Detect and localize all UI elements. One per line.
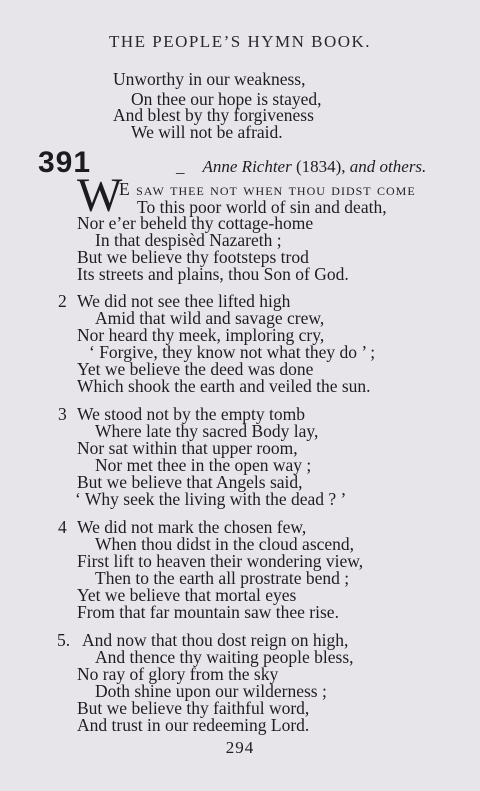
author-rest: and others. (349, 157, 427, 176)
verse-line: Then to the earth all prostrate bend ; (95, 568, 350, 588)
hymn-attribution (176, 157, 426, 177)
verse-line: We stood not by the empty tomb (77, 404, 306, 424)
verse-line: But we believe that Angels said, (77, 472, 303, 492)
author-name: Anne Richter (202, 157, 292, 176)
previous-hymn-line: On thee our hope is stayed, (131, 89, 322, 109)
verse-number: 3 (58, 404, 67, 424)
verse-line: And thence thy waiting people bless, (95, 647, 354, 667)
verse-line: And now that thou dost reign on high, (82, 630, 349, 650)
verse-line: E saw thee not when thou didst come (119, 179, 416, 199)
verse-line: First lift to heaven their wondering view, (77, 551, 364, 571)
verse-line: No ray of glory from the sky (77, 664, 279, 684)
verse-line: Where late thy sacred Body lay, (95, 421, 319, 441)
verse-line: Its streets and plains, thou Son of God. (77, 264, 349, 284)
page-number: 294 (225, 738, 255, 757)
previous-hymn-line: And blest by thy forgiveness (113, 105, 314, 125)
verse-line: ‘ Forgive, they know not what they do ’ ; (89, 342, 376, 362)
verse-line: Nor sat within that upper room, (77, 438, 298, 458)
verse-number: 4 (58, 517, 67, 537)
verse-line: Amid that wild and savage crew, (95, 308, 325, 328)
drop-cap: W (77, 169, 123, 222)
verse-line: And trust in our redeeming Lord. (77, 715, 310, 735)
verse-line: Yet we believe that mortal eyes (77, 585, 297, 605)
verse-number: 2 (58, 291, 67, 311)
running-header: THE PEOPLE’S HYMN BOOK. (108, 32, 372, 51)
verse-line: Yet we believe the deed was done (77, 359, 314, 379)
verse-line: In that despisèd Nazareth ; (95, 230, 282, 250)
verse-line: ‘ Why seek the living with the dead ? ’ (75, 489, 347, 509)
verse-line: We did not mark the chosen few, (77, 517, 307, 537)
verse-line: When thou didst in the cloud ascend, (95, 534, 355, 554)
verse-number: 5. (57, 630, 71, 650)
verse-line: We did not see thee lifted high (77, 291, 291, 311)
verse-line: To this poor world of sin and death, (137, 197, 387, 217)
verse-line: Nor heard thy meek, imploring cry, (77, 325, 325, 345)
verse-line: Nor e’er beheld thy cottage-home (77, 213, 314, 233)
attribution-dash: _ (176, 157, 185, 176)
previous-hymn-line: Unworthy in our weakness, (113, 69, 306, 89)
verse-line: Doth shine upon our wilderness ; (95, 681, 327, 701)
previous-hymn-line: We will not be afraid. (131, 122, 283, 142)
verse-line: But we believe thy faithful word, (77, 698, 310, 718)
verse-line: From that far mountain saw thee rise. (77, 602, 339, 622)
verse-line: Which shook the earth and veiled the sun. (77, 376, 371, 396)
author-date: (1834), (295, 157, 346, 176)
hymn-number: 391 (38, 146, 92, 179)
verse-line: But we believe thy footsteps trod (77, 247, 309, 267)
verse-line: Nor met thee in the open way ; (95, 455, 312, 475)
